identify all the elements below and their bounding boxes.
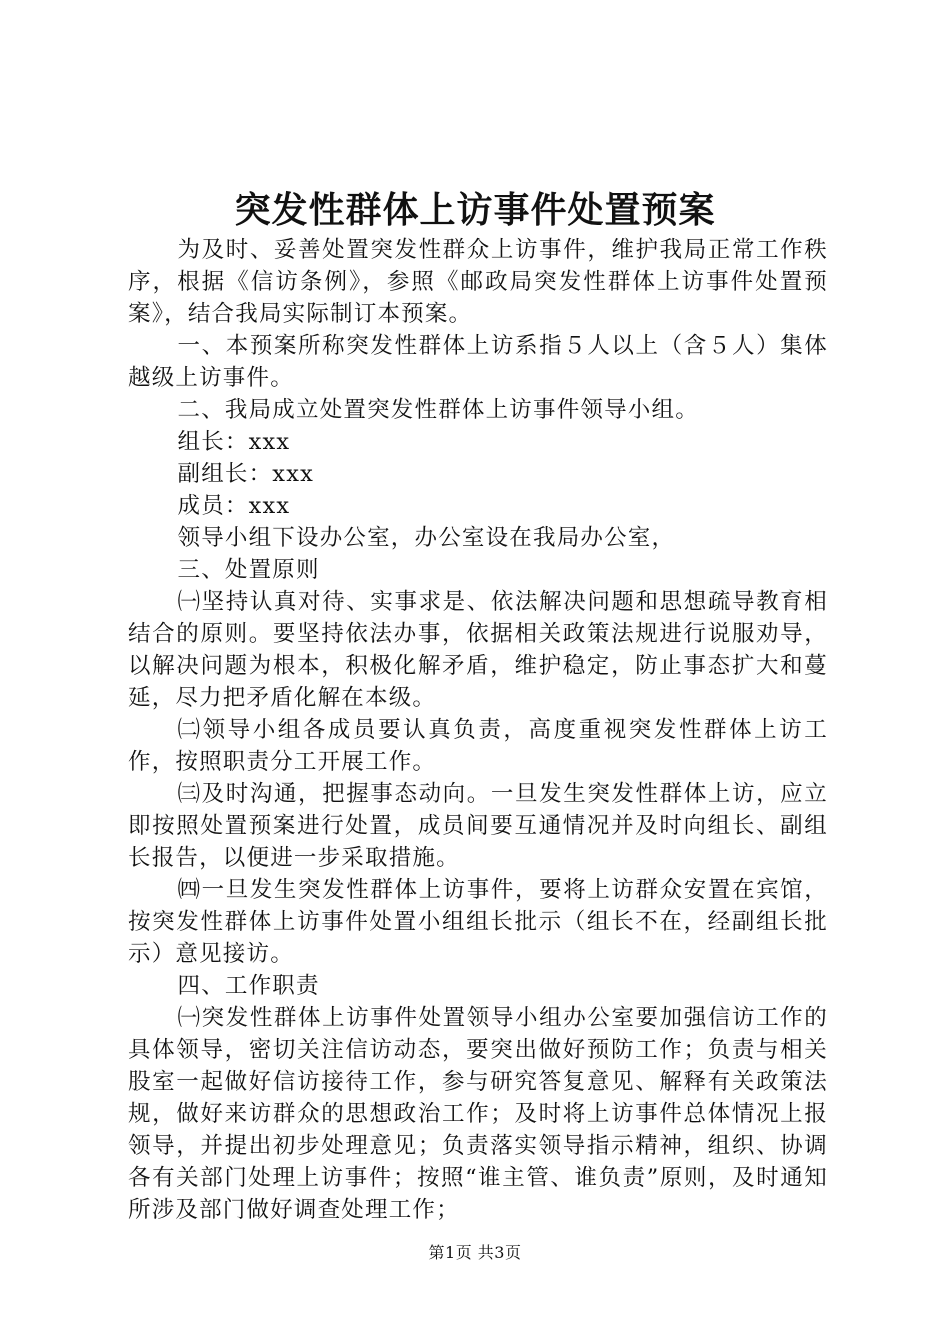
deputy-leader-line: 副组长：xxx — [177, 461, 314, 487]
section-4-heading: 四、工作职责 — [177, 973, 320, 999]
principle-3-paragraph: ㈢及时沟通，把握事态动向。一旦发生突发性群体上访，应立即按照处置预案进行处置，成员间要互通情况并及时向组长、副组长报告，以便进一步采取措施。 — [128, 781, 828, 871]
principle-2-paragraph: ㈡领导小组各成员要认真负责，高度重视突发性群体上访工作，按照职责分工开展工作。 — [128, 717, 828, 775]
intro-paragraph: 为及时、妥善处置突发性群众上访事件，维护我局正常工作秩序，根据《信访条例》，参照《邮政局突发性群体上访事件处置预案》，结合我局实际制订本预案。 — [128, 237, 828, 327]
principle-1-paragraph: ㈠坚持认真对待、实事求是、依法解决问题和思想疏导教育相结合的原则。要坚持依法办事，依据相关政策法规进行说服劝导，以解决问题为根本，积极化解矛盾，维护稳定，防止事态扩大和蔓延，尽力把矛盾化解在本级。 — [128, 589, 828, 711]
section-1-paragraph: 一、本预案所称突发性群体上访系指５人以上（含５人）集体越级上访事件。 — [128, 333, 828, 391]
section-3-heading: 三、处置原则 — [177, 557, 320, 583]
page-footer: 第1页 共3页 — [428, 1243, 522, 1262]
document-title: 突发性群体上访事件处置预案 — [234, 189, 716, 231]
principle-4-paragraph: ㈣一旦发生突发性群体上访事件，要将上访群众安置在宾馆，按突发性群体上访事件处置小组组长批示（组长不在，经副组长批示）意见接访。 — [128, 877, 828, 967]
section-2-heading: 二、我局成立处置突发性群体上访事件领导小组。 — [177, 397, 699, 423]
members-line: 成员：xxx — [177, 493, 291, 519]
office-line: 领导小组下设办公室，办公室设在我局办公室， — [177, 525, 676, 551]
document-body — [128, 234, 828, 1226]
team-leader-line: 组长：xxx — [177, 429, 291, 455]
duty-1-paragraph: ㈠突发性群体上访事件处置领导小组办公室要加强信访工作的具体领导，密切关注信访动态，要突出做好预防工作；负责与相关股室一起做好信访接待工作，参与研究答复意见、解释有关政策法规，做好来访群众的思想政治工作；及时将上访事件总体情况上报领导，并提出初步处理意见；负责落实领导指示精神，组织、协调各有关部门处理上访事件；按照“谁主管、谁负责”原则，及时通知所涉及部门做好调查处理工作； — [128, 1005, 828, 1223]
